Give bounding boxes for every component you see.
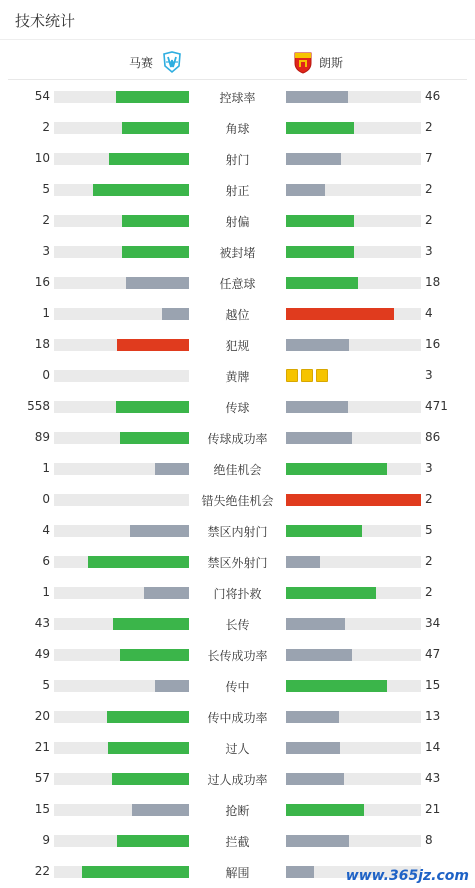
- away-stat-bar-fill: [286, 215, 354, 227]
- home-stat-bar-fill: [155, 680, 189, 692]
- stat-label: 犯规: [225, 339, 250, 353]
- stat-label: 错失绝佳机会: [201, 494, 274, 508]
- home-stat-value: 558: [27, 399, 50, 413]
- away-stat-bar: [286, 122, 421, 134]
- away-stat-value: 8: [425, 833, 433, 847]
- home-stat-bar-fill: [82, 866, 189, 878]
- home-stat-value: 16: [34, 275, 50, 289]
- home-stat-bar: [54, 618, 189, 630]
- stat-row: [0, 825, 475, 856]
- stat-label: 传中: [225, 680, 250, 694]
- away-team-name: 朗斯: [319, 55, 344, 70]
- marseille-crest-icon: [161, 50, 183, 74]
- home-stat-bar-fill: [117, 835, 189, 847]
- away-stat-value: 7: [425, 151, 433, 165]
- home-stat-bar: [54, 680, 189, 692]
- stat-label: 越位: [225, 308, 250, 322]
- away-stat-bar-fill: [286, 308, 394, 320]
- away-stat-bar: [286, 525, 421, 537]
- home-stat-value: 20: [34, 709, 50, 723]
- away-stat-bar-fill: [286, 742, 340, 754]
- stat-label: 传球: [225, 401, 250, 415]
- home-stat-bar: [54, 742, 189, 754]
- home-stat-bar-fill: [113, 618, 189, 630]
- home-stat-bar-fill: [107, 711, 189, 723]
- away-stat-value: 471: [425, 399, 448, 413]
- home-stat-bar-fill: [120, 432, 189, 444]
- away-stat-bar-fill: [286, 339, 349, 351]
- stat-label: 射门: [225, 153, 250, 167]
- home-stat-bar: [54, 215, 189, 227]
- away-stat-value: 2: [425, 585, 433, 599]
- away-stat-bar: [286, 680, 421, 692]
- home-stat-bar: [54, 246, 189, 258]
- home-stat-value: 5: [42, 678, 50, 692]
- home-stat-bar: [54, 432, 189, 444]
- away-stat-value: 13: [425, 709, 441, 723]
- page-title: 技术统计: [15, 12, 76, 30]
- home-stat-bar: [54, 308, 189, 320]
- stat-label: 绝佳机会: [213, 463, 262, 477]
- home-stat-bar-fill: [116, 91, 189, 103]
- away-stat-bar-fill: [286, 587, 376, 599]
- away-stat-value: 14: [425, 740, 441, 754]
- away-stat-bar-fill: [286, 401, 348, 413]
- home-stat-bar: [54, 587, 189, 599]
- stat-label: 黄牌: [225, 370, 250, 384]
- away-stat-bar: [286, 91, 421, 103]
- home-stat-value: 9: [42, 833, 50, 847]
- away-stat-bar-fill: [286, 835, 349, 847]
- away-stat-bar-fill: [286, 711, 339, 723]
- home-stat-bar-fill: [120, 649, 189, 661]
- home-stat-bar: [54, 804, 189, 816]
- home-stat-bar: [54, 401, 189, 413]
- stat-row: [0, 701, 475, 732]
- home-stat-value: 2: [42, 213, 50, 227]
- away-stat-bar: [286, 618, 421, 630]
- away-stat-bar: [286, 339, 421, 351]
- home-stat-bar: [54, 91, 189, 103]
- stat-label: 控球率: [219, 91, 256, 105]
- home-stat-value: 10: [34, 151, 50, 165]
- stat-label: 射偏: [225, 215, 250, 229]
- away-stat-value: 2: [425, 492, 433, 506]
- home-stat-value: 0: [42, 492, 50, 506]
- away-stat-bar: [286, 184, 421, 196]
- stat-label: 长传成功率: [207, 649, 268, 663]
- lens-crest-icon: [292, 50, 314, 74]
- home-stat-bar-fill: [162, 308, 189, 320]
- home-stat-bar: [54, 153, 189, 165]
- away-stat-bar: [286, 556, 421, 568]
- home-stat-value: 15: [34, 802, 50, 816]
- away-stat-bar-fill: [286, 277, 358, 289]
- away-stat-bar-fill: [286, 153, 341, 165]
- away-stat-bar: [286, 494, 421, 506]
- stat-row: [0, 794, 475, 825]
- home-stat-bar-fill: [132, 804, 189, 816]
- stat-row: [0, 546, 475, 577]
- home-stat-bar-fill: [122, 215, 190, 227]
- away-stat-bar-fill: [286, 246, 354, 258]
- yellow-card-icon: [316, 369, 328, 382]
- home-stat-bar-fill: [117, 339, 189, 351]
- away-stat-bar: [286, 153, 421, 165]
- home-stat-bar: [54, 773, 189, 785]
- home-stat-value: 21: [34, 740, 50, 754]
- stat-row: [0, 639, 475, 670]
- home-stat-value: 3: [42, 244, 50, 258]
- away-stat-value: 2: [425, 120, 433, 134]
- home-stat-bar-fill: [144, 587, 189, 599]
- away-stat-bar-fill: [286, 773, 344, 785]
- away-stat-bar: [286, 246, 421, 258]
- teams-header: [8, 40, 467, 80]
- away-stat-bar-fill: [286, 184, 325, 196]
- away-stat-value: 15: [425, 678, 441, 692]
- away-stat-bar: [286, 649, 421, 661]
- away-stat-value: 2: [425, 554, 433, 568]
- stat-row: [0, 81, 475, 112]
- home-stat-bar-fill: [108, 742, 189, 754]
- home-team[interactable]: [129, 50, 183, 74]
- home-stat-value: 43: [34, 616, 50, 630]
- home-stat-bar-fill: [88, 556, 189, 568]
- home-stat-bar: [54, 122, 189, 134]
- away-stat-bar: [286, 587, 421, 599]
- stat-label: 射正: [225, 184, 250, 198]
- away-stat-bar: [286, 742, 421, 754]
- stat-label: 长传: [225, 618, 250, 632]
- away-yellow-cards: [286, 369, 328, 382]
- stat-row: [0, 174, 475, 205]
- home-stat-bar-fill: [155, 463, 189, 475]
- stat-row: [0, 298, 475, 329]
- home-stat-bar: [54, 649, 189, 661]
- stat-label: 门将扑救: [213, 587, 262, 601]
- stat-label: 传中成功率: [207, 711, 268, 725]
- home-stat-value: 1: [42, 461, 50, 475]
- away-stat-value: 4: [425, 306, 433, 320]
- home-stat-bar-fill: [112, 773, 189, 785]
- away-stat-bar-fill: [286, 866, 314, 878]
- home-stat-bar: [54, 277, 189, 289]
- away-stat-bar-fill: [286, 432, 352, 444]
- away-stat-bar-fill: [286, 618, 345, 630]
- home-team-name: 马赛: [128, 55, 153, 70]
- home-stat-value: 89: [34, 430, 50, 444]
- away-stat-bar: [286, 308, 421, 320]
- stat-row: [0, 205, 475, 236]
- home-stat-bar-fill: [126, 277, 189, 289]
- away-stat-value: 18: [425, 275, 441, 289]
- stat-label: 被封堵: [219, 246, 256, 260]
- home-stat-value: 0: [42, 368, 50, 382]
- away-stat-bar-fill: [286, 680, 387, 692]
- home-stat-value: 57: [34, 771, 50, 785]
- away-stat-value: 21: [425, 802, 441, 816]
- away-stat-value: 16: [425, 337, 441, 351]
- watermark: www.365jz.com: [345, 868, 469, 884]
- away-stat-bar: [286, 215, 421, 227]
- away-stat-bar: [286, 277, 421, 289]
- away-stat-value: 43: [425, 771, 441, 785]
- stat-row: [0, 360, 475, 391]
- stat-row: [0, 670, 475, 701]
- stat-row: [0, 329, 475, 360]
- away-stat-value: 2: [425, 213, 433, 227]
- home-stat-value: 5: [42, 182, 50, 196]
- away-stat-bar: [286, 773, 421, 785]
- away-stat-bar: [286, 804, 421, 816]
- home-stat-bar: [54, 184, 189, 196]
- home-stat-bar: [54, 339, 189, 351]
- stat-label: 过人: [225, 742, 250, 756]
- home-stat-bar: [54, 711, 189, 723]
- home-stat-bar: [54, 525, 189, 537]
- home-stat-value: 54: [34, 89, 50, 103]
- stat-label: 禁区外射门: [207, 556, 268, 570]
- stat-row: [0, 515, 475, 546]
- home-stat-bar-fill: [116, 401, 189, 413]
- stat-row: [0, 608, 475, 639]
- home-stat-bar-fill: [109, 153, 189, 165]
- stat-label: 拦截: [225, 835, 250, 849]
- home-stat-value: 2: [42, 120, 50, 134]
- stat-row: [0, 391, 475, 422]
- away-stat-bar: [286, 835, 421, 847]
- stat-row: [0, 453, 475, 484]
- away-stat-value: 86: [425, 430, 441, 444]
- home-stat-bar-fill: [122, 246, 190, 258]
- away-team[interactable]: [292, 50, 343, 74]
- away-stat-value: 3: [425, 244, 433, 258]
- stat-row: [0, 577, 475, 608]
- away-stat-bar-fill: [286, 463, 387, 475]
- home-stat-bar: [54, 494, 189, 506]
- yellow-card-icon: [301, 369, 313, 382]
- stat-row: [0, 732, 475, 763]
- stat-label: 抢断: [225, 804, 250, 818]
- home-stat-bar: [54, 866, 189, 878]
- away-stat-value: 3: [425, 368, 433, 382]
- away-stat-bar: [286, 463, 421, 475]
- stat-label: 角球: [225, 122, 250, 136]
- home-stat-value: 1: [42, 306, 50, 320]
- stat-row: [0, 143, 475, 174]
- home-stat-bar-fill: [93, 184, 189, 196]
- stat-row: [0, 484, 475, 515]
- away-stat-bar-fill: [286, 649, 352, 661]
- away-stat-value: 46: [425, 89, 441, 103]
- stats-list: [0, 81, 475, 887]
- away-stat-bar: [286, 432, 421, 444]
- stat-label: 任意球: [219, 277, 256, 291]
- away-stat-value: 3: [425, 461, 433, 475]
- home-stat-bar: [54, 370, 189, 382]
- stats-panel-header: [0, 0, 475, 40]
- home-stat-value: 49: [34, 647, 50, 661]
- away-stat-bar-fill: [286, 494, 421, 506]
- stat-label: 解围: [225, 866, 250, 880]
- away-stat-bar-fill: [286, 804, 364, 816]
- home-stat-value: 1: [42, 585, 50, 599]
- stat-row: [0, 763, 475, 794]
- stat-row: [0, 422, 475, 453]
- stat-row: [0, 112, 475, 143]
- home-stat-bar-fill: [122, 122, 190, 134]
- away-stat-value: 34: [425, 616, 441, 630]
- home-stat-value: 4: [42, 523, 50, 537]
- away-stat-bar-fill: [286, 556, 320, 568]
- home-stat-bar: [54, 556, 189, 568]
- away-stat-value: 47: [425, 647, 441, 661]
- away-stat-bar-fill: [286, 122, 354, 134]
- home-stat-bar-fill: [130, 525, 189, 537]
- stat-label: 传球成功率: [207, 432, 268, 446]
- away-stat-bar-fill: [286, 91, 348, 103]
- home-stat-value: 18: [34, 337, 50, 351]
- away-stat-value: 5: [425, 523, 433, 537]
- stat-row: [0, 267, 475, 298]
- stat-row: [0, 236, 475, 267]
- home-stat-value: 22: [34, 864, 50, 878]
- home-stat-bar: [54, 835, 189, 847]
- yellow-card-icon: [286, 369, 298, 382]
- home-stat-value: 6: [42, 554, 50, 568]
- away-stat-bar: [286, 711, 421, 723]
- away-stat-bar-fill: [286, 525, 362, 537]
- away-stat-bar: [286, 401, 421, 413]
- home-stat-bar: [54, 463, 189, 475]
- stat-label: 禁区内射门: [207, 525, 268, 539]
- stat-label: 过人成功率: [207, 773, 268, 787]
- away-stat-value: 2: [425, 182, 433, 196]
